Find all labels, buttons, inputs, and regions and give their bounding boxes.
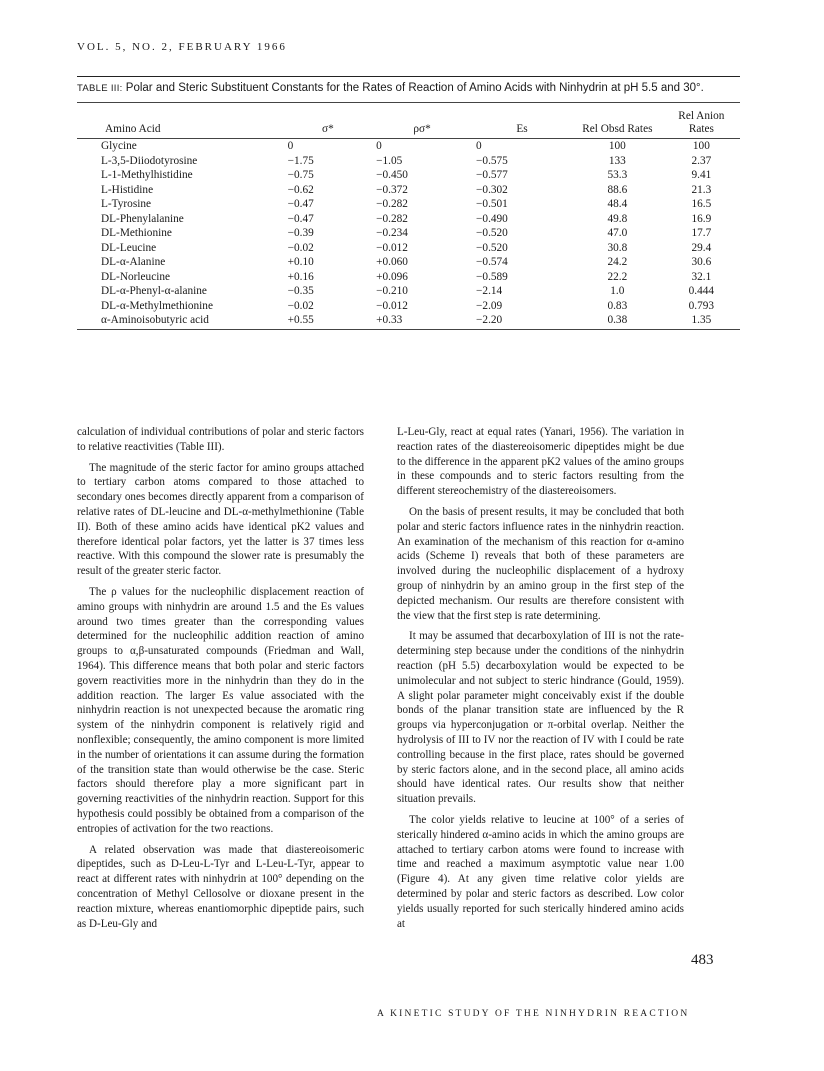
cell-sigma: +0.55 (284, 313, 373, 329)
table-iii (77, 76, 740, 330)
table-row (77, 313, 740, 329)
cell-rel-obsd-rate: 49.8 (607, 212, 628, 225)
cell-rel-anion-rate: 30.6 (691, 256, 712, 268)
cell-rel-anion-rate: 1.35 (663, 313, 740, 329)
table-row (77, 241, 740, 256)
cell-sigma: −0.47 (287, 198, 314, 210)
cell-sigma: −0.62 (287, 183, 314, 196)
cell-rel-anion-rate: 100 (692, 140, 710, 152)
cell-es: −0.575 (476, 154, 508, 167)
cell-es: −0.501 (476, 198, 508, 210)
cell-rel-obsd-rate: 30.8 (607, 241, 628, 254)
cell-rel-anion-rate: 2.37 (691, 154, 712, 167)
cell-es: −0.520 (476, 227, 508, 239)
cell-amino-acid: L-Histidine (101, 183, 154, 196)
cell-sigma: −0.47 (287, 212, 314, 225)
cell-rel-obsd-rate: 88.6 (607, 183, 628, 196)
cell-rho-sigma: −1.05 (376, 154, 403, 167)
table-caption-text: Polar and Steric Substituent Constants for the Rates of Reaction of Amino Acids with Ninhydrin at pH 5.5 and 30°. (122, 82, 704, 94)
left-text-column (77, 425, 364, 931)
cell-sigma: −1.75 (287, 154, 314, 167)
cell-rel-obsd-rate: 100 (608, 140, 626, 152)
left-paragraph: A related observation was made that diastereoisomeric dipeptides, such as D-Leu-L-Tyr and L-Leu-L-Tyr, appear to react at different rates with ninhydrin at 100° depending on the concentration of Methyl Cellosolve or dioxane present in the reaction mixture, whereas enantiomorphic dipeptide pairs, such as D-Leu-Gly and (77, 843, 364, 930)
cell-amino-acid: DL-α-Alanine (101, 256, 166, 268)
table-row (77, 270, 740, 285)
cell-rel-obsd-rate: 22.2 (607, 270, 628, 283)
right-paragraph: The color yields relative to leucine at 100° of a series of sterically hindered α-amino acids in which the amino groups are attached to tertiary carbon atoms were found to increase with time and reached a maximum asymptotic value near 1.00 (Figure 4). At any given time relative color yields are determined by polar and steric factors as described. Low color yields usually reported for such sterically hindered amino acids at (397, 813, 684, 930)
table-row (77, 168, 740, 183)
cell-sigma: +0.10 (287, 256, 314, 268)
cell-es: 0 (476, 140, 482, 152)
cell-sigma: −0.02 (287, 299, 314, 312)
table-row (77, 212, 740, 227)
cell-rel-anion-rate: 16.9 (691, 212, 712, 225)
cell-rho-sigma: −0.282 (376, 212, 408, 225)
data-table (77, 103, 740, 330)
cell-rel-obsd-rate: 24.2 (607, 256, 628, 268)
cell-amino-acid: L-Tyrosine (101, 198, 152, 210)
running-head: VOL. 5, NO. 2, FEBRUARY 1966 (77, 41, 287, 53)
col-header-rel-obsd-rates: Rel Obsd Rates (572, 103, 663, 139)
right-paragraph: L-Leu-Gly, react at equal rates (Yanari, 1956). The variation in reaction rates of the diastereoisomeric dipeptides might be due to the difference in the apparent pK2 values of the amino groups in these compounds and to steric factors resulting from the different stereochemistry of the diastereoisomers. (397, 426, 684, 498)
col-header-rho-sigma: ρσ* (372, 103, 472, 139)
cell-amino-acid: DL-α-Methylmethionine (101, 299, 213, 312)
table-row (77, 299, 740, 314)
cell-amino-acid: DL-Methionine (101, 227, 172, 239)
cell-amino-acid: DL-Phenylalanine (101, 212, 184, 225)
cell-sigma: 0 (287, 140, 294, 152)
cell-sigma: −0.35 (287, 285, 314, 297)
running-foot: A KINETIC STUDY OF THE NINHYDRIN REACTION (377, 1009, 690, 1019)
cell-rel-anion-rate: 17.7 (691, 227, 712, 239)
cell-rel-obsd-rate: 53.3 (607, 169, 628, 181)
cell-rel-anion-rate: 9.41 (691, 169, 712, 181)
cell-rel-anion-rate: 0.793 (688, 299, 715, 312)
cell-amino-acid: α-Aminoisobutyric acid (77, 313, 284, 329)
table-row (77, 154, 740, 169)
cell-rel-obsd-rate: 0.83 (607, 299, 628, 312)
cell-rel-anion-rate: 0.444 (688, 285, 715, 297)
table-top-rule (77, 76, 740, 77)
cell-amino-acid: Glycine (101, 140, 137, 152)
col-header-amino-acid: Amino Acid (77, 103, 284, 139)
cell-rho-sigma: −0.234 (376, 227, 408, 239)
cell-es: −0.520 (476, 241, 508, 254)
cell-es: −0.302 (476, 183, 508, 196)
cell-es: −0.577 (476, 169, 508, 181)
cell-rho-sigma: −0.210 (376, 285, 408, 297)
table-row (77, 255, 740, 270)
table-row (77, 197, 740, 212)
right-paragraph: It may be assumed that decarboxylation of III is not the rate-determining step because under the conditions of the ninhydrin reaction (pH 5.5) decarboxylation would be expected to be unimolecular and not subject to steric hindrance (Gould, 1959). A slight polar parameter might conceivably exist if the double bonds of the planar transition state are influenced by the R groups via hyperconjugation or π-orbital overlap. Neither the hydrolysis of III to IV nor the reaction of IV with I could be rate controlling because in the first place, rates should be governed by steric factors alone, and in the second place, all amino acids should have identical rates. Our results show that neither situation prevails. (397, 630, 684, 806)
cell-rho-sigma: 0 (376, 140, 382, 152)
table-label: TABLE III: (77, 83, 123, 94)
col-header-es: Es (472, 103, 572, 139)
cell-rho-sigma: +0.33 (372, 313, 472, 329)
cell-es: −2.09 (476, 299, 503, 312)
cell-es: −0.490 (476, 212, 508, 225)
cell-rho-sigma: −0.282 (376, 198, 408, 210)
table-row (77, 226, 740, 241)
left-paragraph: The ρ values for the nucleophilic displacement reaction of amino groups with ninhydrin are around 1.5 and the Es values around two times greater than the corresponding values determined for the nucleophilic addition reaction of amino groups to α,β-unsaturated compounds (Friedman and Wall, 1964). This difference means that both polar and steric factors govern reactivities more in the ninhydrin than they do in the addition reaction. The larger Es value associated with the ninhydrin reaction is not unexpected because the aromatic ring system of the ninhydrin component is relatively rigid and nonflexible; consequently, the amino component is more limited in the number of orientations it can assume during the formation of the transition state than would otherwise be the case. Steric factors should therefore play a more significant part in governing reactivities of the ninhydrin reaction. Support for this hypothesis could possibly be obtained from a comparison of the entropies of activation for the two reactions. (77, 585, 364, 835)
cell-amino-acid: DL-Norleucine (101, 270, 171, 283)
left-paragraph: calculation of individual contributions of polar and steric factors to relative reactivities (Table III). (77, 426, 364, 453)
cell-rel-obsd-rate: 1.0 (610, 285, 625, 297)
cell-rho-sigma: −0.372 (376, 183, 408, 196)
page-number: 483 (691, 952, 714, 968)
cell-amino-acid: L-1-Methylhistidine (101, 169, 193, 181)
cell-rho-sigma: −0.012 (376, 241, 408, 254)
cell-sigma: −0.39 (287, 227, 314, 239)
cell-rho-sigma: −0.450 (376, 169, 408, 181)
right-text-column (397, 425, 684, 931)
cell-rel-obsd-rate: 0.38 (572, 313, 663, 329)
col-header-rel-anion-rates: Rel Anion Rates (663, 103, 740, 139)
cell-rel-obsd-rate: 133 (608, 154, 626, 167)
header-row (77, 103, 740, 139)
cell-sigma: −0.02 (287, 241, 314, 254)
cell-amino-acid: L-3,5-Diiodotyrosine (101, 154, 198, 167)
cell-rel-anion-rate: 16.5 (691, 198, 712, 210)
cell-sigma: +0.16 (287, 270, 314, 283)
cell-es: −2.20 (472, 313, 572, 329)
cell-rho-sigma: +0.060 (376, 256, 408, 268)
col-header-sigma: σ* (284, 103, 373, 139)
table-caption (77, 81, 740, 96)
cell-amino-acid: DL-Leucine (101, 241, 157, 254)
cell-rel-anion-rate: 21.3 (691, 183, 712, 196)
cell-es: −0.574 (476, 256, 508, 268)
table-row (77, 139, 740, 154)
right-paragraph: On the basis of present results, it may be concluded that both polar and steric factors influence rates in the ninhydrin reaction. An examination of the mechanism of this reaction for α-amino acids (Scheme I) reveals that both of these parameters are involved during the nucleophilic displacement of a hydroxy group of ninhydrin by an amino group in the first step of the depicted mechanism. Our results are therefore consistent with the view that the first step is rate determining. (397, 505, 684, 622)
cell-rel-obsd-rate: 48.4 (607, 198, 628, 210)
cell-rho-sigma: +0.096 (376, 270, 408, 283)
cell-amino-acid: DL-α-Phenyl-α-alanine (101, 285, 207, 297)
cell-rel-obsd-rate: 47.0 (607, 227, 628, 239)
cell-rho-sigma: −0.012 (376, 299, 408, 312)
left-paragraph: The magnitude of the steric factor for amino groups attached to tertiary carbon atoms compared to those attached to secondary ones becomes directly apparent from a comparison of relative rates of DL-leucine and DL-α-methylmethionine (Table II). Both of these amino acids have identical pK2 values and therefore identical polar factors, yet the latter is 37 times less reactive. With this compound the slower rate is presumably the result of the greater steric factor. (77, 461, 364, 578)
table-row (77, 183, 740, 198)
cell-es: −0.589 (476, 270, 508, 283)
cell-sigma: −0.75 (287, 169, 314, 181)
table-row (77, 284, 740, 299)
cell-rel-anion-rate: 32.1 (691, 270, 712, 283)
cell-es: −2.14 (476, 285, 503, 297)
cell-rel-anion-rate: 29.4 (691, 241, 712, 254)
